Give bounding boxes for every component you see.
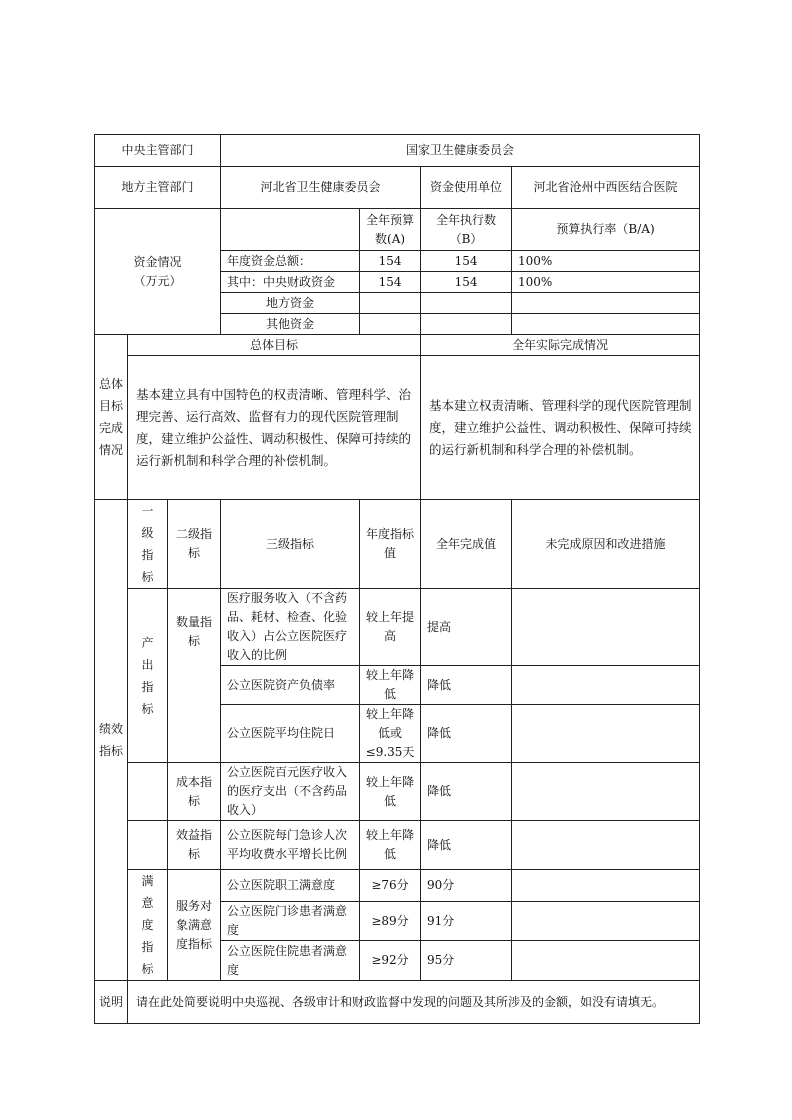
actual-completion-text: 基本建立权责清晰、管理科学的现代医院管理制度，建立维护公益性、调动积极性、保障可持续的运行新机制和科学合理的补偿机制。 [421, 356, 700, 500]
fund-row-rate: 100% [512, 251, 700, 272]
annual-budget-header: 全年预算数(A) [360, 209, 421, 251]
performance-table [94, 134, 700, 1024]
indicator-name: 公立医院职工满意度 [221, 870, 360, 902]
indicator-actual: 91分 [421, 902, 512, 941]
reason-improve-header: 未完成原因和改进措施 [512, 500, 700, 589]
fund-row-budget: 154 [360, 272, 421, 293]
fund-row-rate [512, 293, 700, 314]
central-dept-label: 中央主管部门 [95, 135, 221, 167]
indicator-actual: 降低 [421, 666, 512, 705]
fund-row-budget [360, 293, 421, 314]
indicator-name: 公立医院住院患者满意度 [221, 941, 360, 981]
indicator-name: 公立医院门诊患者满意度 [221, 902, 360, 941]
service-satisfaction-label: 服务对象满意度指标 [168, 870, 221, 981]
satisfaction-indicator-label: 满意度指标 [128, 870, 168, 981]
note-label: 说明 [95, 981, 128, 1024]
indicator-target: 较上年降低 [360, 666, 421, 705]
cost-indicator-label: 成本指标 [168, 763, 221, 821]
indicator-reason [512, 666, 700, 705]
level3-header: 三级指标 [221, 500, 360, 589]
fund-row-executed: 154 [421, 251, 512, 272]
indicator-reason [512, 941, 700, 981]
fund-row-budget: 154 [360, 251, 421, 272]
blank-level1 [128, 821, 168, 870]
funds-header-blank [221, 209, 360, 251]
output-indicator-label: 产出指标 [128, 589, 168, 763]
overall-target-text: 基本建立具有中国特色的权责清晰、管理科学、治理完善、运行高效、监督有力的现代医院管理制度，建立维护公益性、调动积极性、保障可持续的运行新机制和科学合理的补偿机制。 [128, 356, 421, 500]
indicator-actual: 90分 [421, 870, 512, 902]
overall-objective-label: 总体目标完成情况 [95, 335, 128, 500]
indicator-reason [512, 589, 700, 666]
fund-row-label: 其中：中央财政资金 [221, 272, 360, 293]
indicator-name: 医疗服务收入（不含药品、耗材、检查、化验收入）占公立医院医疗收入的比例 [221, 589, 360, 666]
fund-row-executed [421, 293, 512, 314]
fund-unit-value: 河北省沧州中西医结合医院 [512, 167, 700, 209]
indicator-target: 较上年降低 [360, 763, 421, 821]
annual-actual-value-header: 全年完成值 [421, 500, 512, 589]
indicator-reason [512, 763, 700, 821]
indicator-actual: 降低 [421, 763, 512, 821]
fund-row-executed [421, 314, 512, 335]
quantity-indicator-label: 数量指标 [168, 589, 221, 763]
fund-row-rate: 100% [512, 272, 700, 293]
fund-row-label: 其他资金 [221, 314, 360, 335]
blank-level1 [128, 763, 168, 821]
fund-row-label: 年度资金总额： [221, 251, 360, 272]
annual-target-value-header: 年度指标值 [360, 500, 421, 589]
local-dept-value: 河北省卫生健康委员会 [221, 167, 421, 209]
indicator-reason [512, 821, 700, 870]
indicator-target: 较上年提高 [360, 589, 421, 666]
level1-header: 一级指标 [128, 500, 168, 589]
indicator-target: 较上年降低或≤9.35天 [360, 705, 421, 763]
actual-completion-header: 全年实际完成情况 [421, 335, 700, 356]
benefit-indicator-label: 效益指标 [168, 821, 221, 870]
indicator-target: 较上年降低 [360, 821, 421, 870]
performance-indicators-label: 绩效指标 [95, 500, 128, 981]
indicator-target: ≥89分 [360, 902, 421, 941]
overall-target-header: 总体目标 [128, 335, 421, 356]
level2-header: 二级指标 [168, 500, 221, 589]
indicator-actual: 降低 [421, 821, 512, 870]
funds-label: 资金情况（万元） [95, 209, 221, 335]
indicator-reason [512, 705, 700, 763]
indicator-actual: 95分 [421, 941, 512, 981]
indicator-actual: 降低 [421, 705, 512, 763]
fund-row-executed: 154 [421, 272, 512, 293]
indicator-name: 公立医院资产负债率 [221, 666, 360, 705]
indicator-name: 公立医院每门急诊人次平均收费水平增长比例 [221, 821, 360, 870]
annual-exec-header: 全年执行数（B） [421, 209, 512, 251]
note-text: 请在此处简要说明中央巡视、各级审计和财政监督中发现的问题及其所涉及的金额，如没有请填无。 [128, 981, 700, 1024]
fund-unit-label: 资金使用单位 [421, 167, 512, 209]
local-dept-label: 地方主管部门 [95, 167, 221, 209]
indicator-target: ≥76分 [360, 870, 421, 902]
indicator-target: ≥92分 [360, 941, 421, 981]
exec-rate-header: 预算执行率（B/A) [512, 209, 700, 251]
indicator-actual: 提高 [421, 589, 512, 666]
indicator-name: 公立医院平均住院日 [221, 705, 360, 763]
indicator-name: 公立医院百元医疗收入的医疗支出（不含药品收入） [221, 763, 360, 821]
fund-row-rate [512, 314, 700, 335]
fund-row-budget [360, 314, 421, 335]
indicator-reason [512, 870, 700, 902]
fund-row-label: 地方资金 [221, 293, 360, 314]
indicator-reason [512, 902, 700, 941]
central-dept-value: 国家卫生健康委员会 [221, 135, 700, 167]
